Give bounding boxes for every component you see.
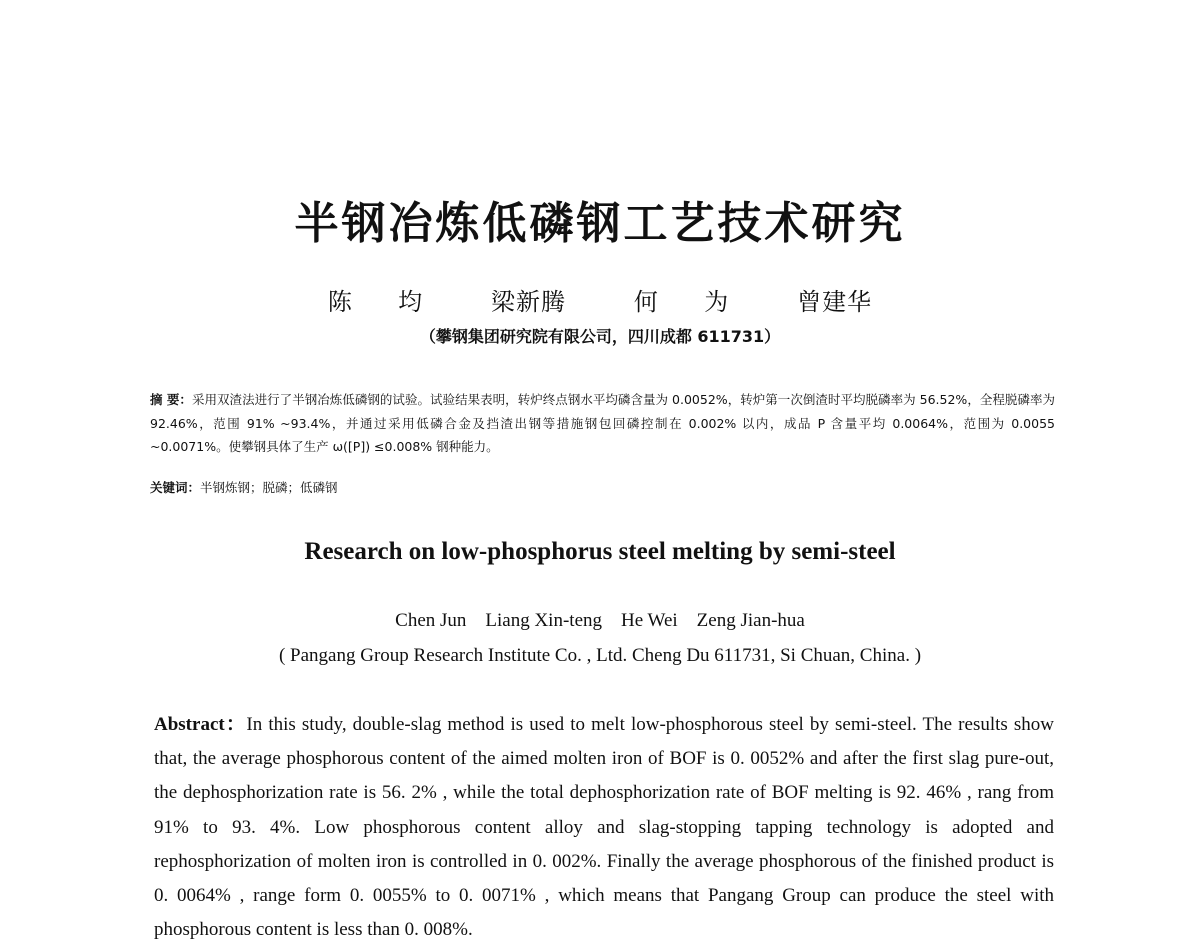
- chinese-abstract-label: 摘 要：: [150, 392, 192, 407]
- chinese-keywords-text: 半钢炼钢；脱磷；低磷钢: [200, 480, 338, 495]
- english-abstract-text: In this study, double-slag method is used to melt low-phosphorous steel by semi-steel. The results show that, the average phosphorous content of the aimed molten iron of BOF is 0. 0052% and after the first slag pure-out, the dephosphorization rate is 56. 2% , while the total dephosphorization rate of BOF melting is 92. 46% , rang from 91% to 93. 4%. Low phosphorous content alloy and slag-stopping tapping technology is adopted and rephosphorization of molten iron is controlled in 0. 002%. Finally the average phosphorous of the finished product is 0. 0064% , range form 0. 0055% to 0. 0071% , which means that Pangang Group can produce the steel with phosphorous content is less than 0. 008%.: [154, 714, 1055, 941]
- english-affiliation: ( Pangang Group Research Institute Co. , Ltd. Cheng Du 611731, Si Chuan, China. ): [278, 645, 922, 666]
- chinese-title: 半钢冶炼低磷钢工艺技术研究: [294, 198, 906, 249]
- chinese-keywords-label: 关键词：: [150, 480, 201, 495]
- chinese-abstract-text: 采用双渣法进行了半钢冶炼低磷钢的试验。试验结果表明，转炉终点钢水平均磷含量为 0.0052%，转炉第一次倒渣时平均脱磷率为 56.52%，全程脱磷率为 92.46%，范围 91% ~93.4%，并通过采用低磷合金及挡渣出钢等措施钢包回磷控制在 0.002% 以内，成品 P 含量平均 0.0064%，范围为 0.0055 ~0.0071%。使攀钢具体了生产 ω([P]) ≤0.008% 钢种能力。: [150, 392, 1055, 454]
- chinese-affiliation: （攀钢集团研究院有限公司，四川成都 611731）: [419, 327, 781, 346]
- chinese-keywords: [150, 476, 1055, 499]
- chinese-authors: 陈 均 梁新腾 何 为 曾建华: [327, 288, 873, 316]
- english-authors: Chen Jun Liang Xin-teng He Wei Zeng Jian-hua: [395, 610, 805, 631]
- english-title: Research on low-phosphorus steel melting by semi-steel: [304, 538, 896, 565]
- english-abstract-label: Abstract：: [154, 714, 247, 735]
- english-abstract: [154, 708, 1054, 947]
- chinese-abstract: [150, 388, 1055, 459]
